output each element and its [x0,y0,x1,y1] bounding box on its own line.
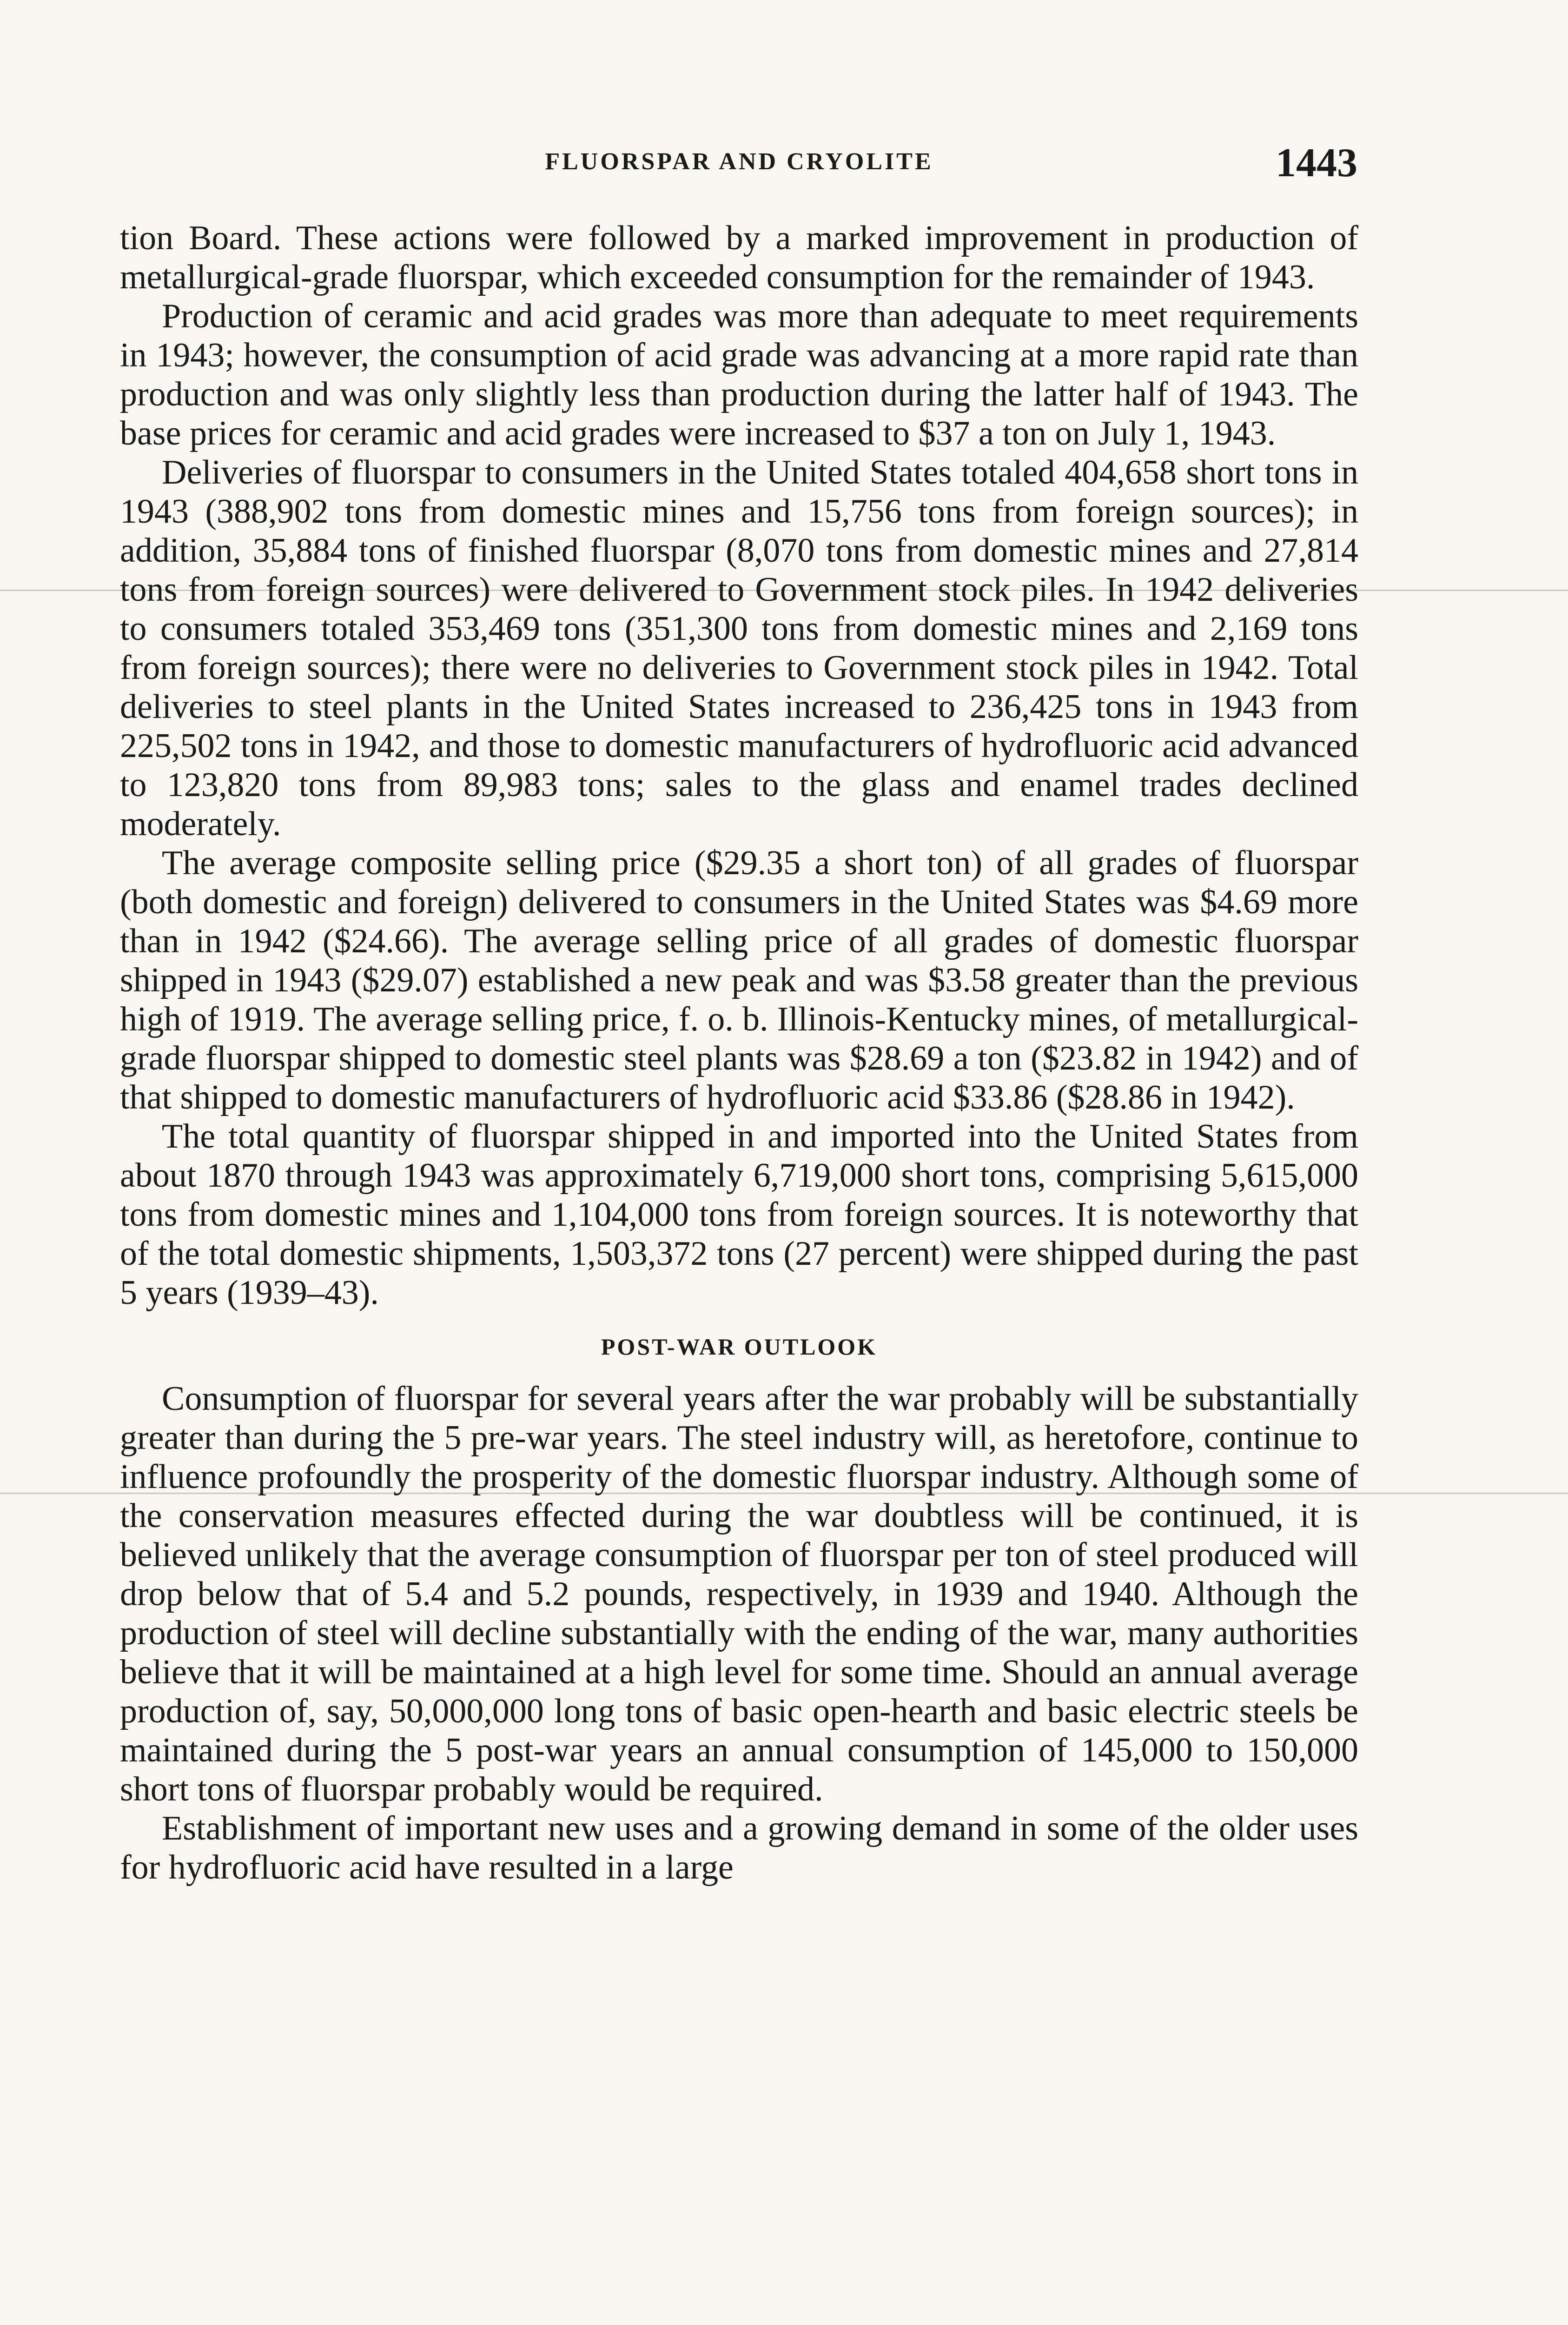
paragraph: The total quantity of fluorspar shipped in and imported into the United States from about 1870 through 1943 was approximately 6,719,000 short tons, comprising 5,615,000 tons from domestic mines and 1,104,000 tons from foreign sources. It is noteworthy that of the total domestic shipments, 1,503,372 tons (27 percent) were shipped during the past 5 years (1939–43). [120,1117,1358,1312]
running-title: FLUORSPAR AND CRYOLITE [545,148,933,175]
page-number: 1443 [1276,140,1357,186]
paragraph: tion Board. These actions were followed by a marked improvement in production of metallurgical-grade fluorspar, which exceeded consumption for the remainder of 1943. [120,219,1358,296]
paragraph: Production of ceramic and acid grades was more than adequate to meet requirements in 1943; however, the consumption of acid grade was advancing at a more rapid rate than production and was only slightly less than production during the latter half of 1943. The base prices for ceramic and acid grades were increased to $37 a ton on July 1, 1943. [120,297,1358,452]
paragraph: Deliveries of fluorspar to consumers in the United States totaled 404,658 short tons in 1943 (388,902 tons from domestic mines and 15,756 tons from foreign sources); in addition, 35,884 tons of finished fluorspar (8,070 tons from domestic mines and 27,814 tons from foreign sources) were delivered to Government stock piles. In 1942 deliveries to consumers totaled 353,469 tons (351,300 tons from domestic mines and 2,169 tons from foreign sources); there were no deliveries to Government stock piles in 1942. Total deliveries to steel plants in the United States increased to 236,425 tons in 1943 from 225,502 tons in 1942, and those to domestic manufacturers of hydrofluoric acid advanced to 123,820 tons from 89,983 tons; sales to the glass and enamel trades declined moderately. [120,453,1358,843]
text-column [120,219,1358,1887]
paragraph: Establishment of important new uses and a growing demand in some of the older uses for hydrofluoric acid have resulted in a large [120,1809,1358,1887]
running-head [121,140,1357,191]
paragraph: Consumption of fluorspar for several years after the war probably will be substantially greater than during the 5 pre-war years. The steel industry will, as heretofore, continue to influence profoundly the prosperity of the domestic fluorspar industry. Although some of the conservation measures effected during the war doubtless will be continued, it is believed unlikely that the average consumption of fluorspar per ton of steel produced will drop below that of 5.4 and 5.2 pounds, respectively, in 1939 and 1940. Although the production of steel will decline substantially with the ending of the war, many authorities believe that it will be maintained at a high level for some time. Should an annual average production of, say, 50,000,000 long tons of basic open-hearth and basic electric steels be maintained during the 5 post-war years an annual consumption of 145,000 to 150,000 short tons of fluorspar probably would be required. [120,1380,1358,1808]
paragraph: The average composite selling price ($29.35 a short ton) of all grades of fluorspar (both domestic and foreign) delivered to consumers in the United States was $4.69 more than in 1942 ($24.66). The average selling price of all grades of domestic fluorspar shipped in 1943 ($29.07) established a new peak and was $3.58 greater than the previous high of 1919. The average selling price, f. o. b. Illinois-Kentucky mines, of metallurgical-grade fluorspar shipped to domestic steel plants was $28.69 a ton ($23.82 in 1942) and of that shipped to domestic manufacturers of hydrofluoric acid $33.86 ($28.86 in 1942). [120,844,1358,1116]
section-heading: POST-WAR OUTLOOK [601,1334,878,1360]
